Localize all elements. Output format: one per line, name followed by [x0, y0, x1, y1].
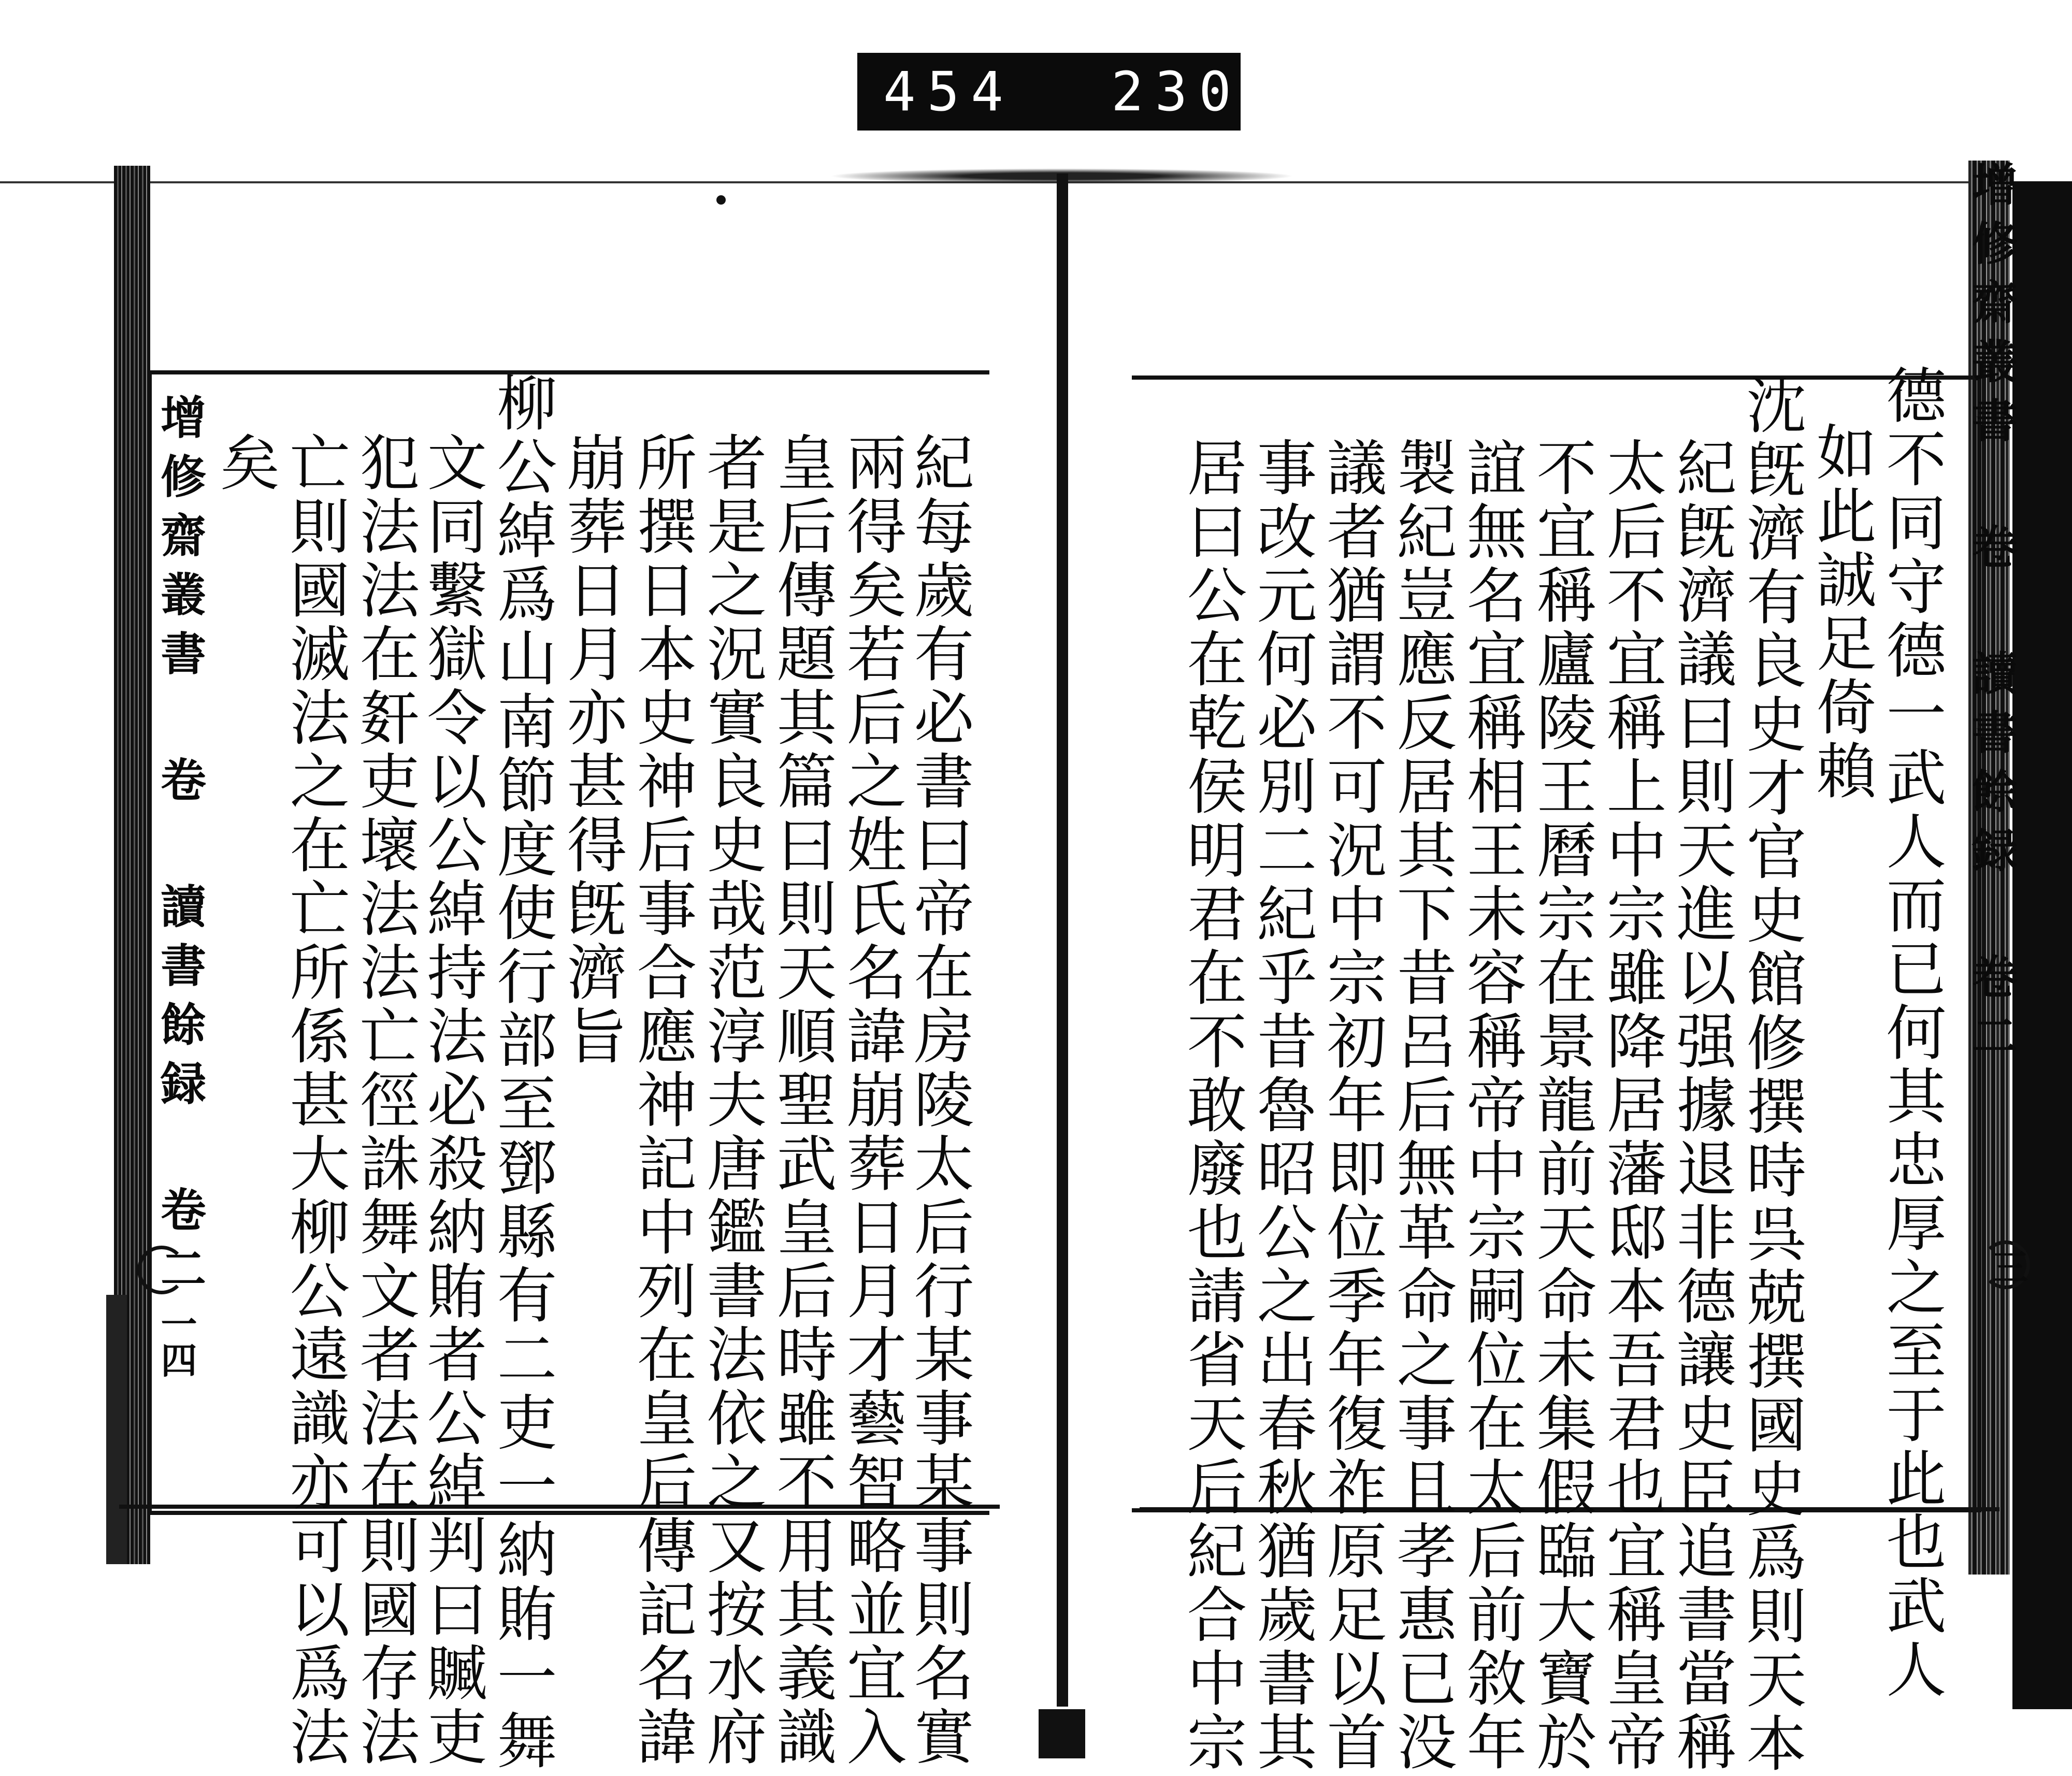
text-column: 矣 — [210, 431, 280, 495]
left-page-number: 一四 — [155, 1305, 198, 1378]
right-running-head: 增修齋叢書 卷 讀書餘録 卷二 — [1965, 161, 2019, 1071]
left-page-text-frame — [148, 370, 989, 1773]
text-column: 德不同守德一武人而已何其忠厚之至于此也武人 — [1876, 364, 1946, 1702]
spine-foot — [1039, 1709, 1085, 1758]
ink-dot — [716, 195, 726, 205]
text-column: 崩葬日月亦甚得旣濟旨 — [557, 431, 627, 1069]
text-column: 誼無名宜稱相王未容稱帝中宗嗣位在太后前敘年 — [1457, 437, 1527, 1774]
text-column: 亡則國滅法之在亡所係甚大柳公遠識亦可以爲法 — [280, 431, 350, 1769]
film-frame-label — [857, 53, 1287, 131]
frame-number-right: 230. — [1111, 60, 1287, 123]
fold-mark-left — [137, 1246, 186, 1294]
text-column: 柳公綽爲山南節度使行部至鄧縣有二吏一納賄一舞 — [487, 372, 557, 1773]
text-column: 如此誠足倚賴 — [1806, 421, 1876, 803]
left-running-head: 增修齋叢書 卷 讀書餘録 卷二 — [153, 394, 207, 1304]
text-column: 皇后傳題其篇曰則天順聖武皇后時雖不用其義識 — [767, 431, 837, 1769]
frame-number-left: 454 — [883, 60, 1015, 123]
text-column: 文同繫獄令以公綽持法必殺納賄者公綽判曰贓吏 — [417, 431, 487, 1769]
text-column: 所撰日本史神后事合應神記中列在皇后傳記名諱 — [627, 431, 697, 1769]
book-spine — [1057, 174, 1068, 1707]
text-column: 兩得矣若后之姓氏名諱崩葬日月才藝智略並宜入 — [837, 431, 906, 1769]
right-page-text-frame — [1132, 364, 1981, 1776]
text-column: 犯法法在姧吏壞法法亡徑誅舞文者法在則國存法 — [350, 431, 420, 1769]
text-column: 紀每歲有必書曰帝在房陵太后行某事某事則名實 — [904, 431, 974, 1769]
text-column: 居曰公在乾侯明君在不敢廢也請省天后紀合中宗 — [1177, 437, 1247, 1774]
text-column: 製紀豈應反居其下昔呂后無革命之事且孝惠已没 — [1387, 437, 1457, 1774]
text-column: 者是之況實良史哉范淳夫唐鑑書法依之又按水府 — [697, 431, 767, 1769]
text-column: 沈旣濟有良史才官史館修撰時呉兢撰國史爲則天本 — [1736, 374, 1806, 1776]
text-column: 太后不宜稱上中宗雖降居藩邸本吾君也宜稱皇帝 — [1596, 437, 1666, 1774]
text-column: 不宜稱廬陵王曆宗在景龍前天命未集假臨大寶於 — [1527, 437, 1596, 1774]
right-page-number: 三 — [1986, 1248, 2029, 1284]
text-column: 事改元何必別二紀乎昔魯昭公之出春秋猶歲書其 — [1247, 437, 1317, 1774]
left-book-edge-lower — [106, 1295, 127, 1564]
text-column: 議者猶謂不可況中宗初年即位季年復祚原足以首 — [1317, 437, 1387, 1774]
text-column: 紀旣濟議曰則天進以强據退非德讓史臣追書當稱 — [1666, 437, 1736, 1774]
